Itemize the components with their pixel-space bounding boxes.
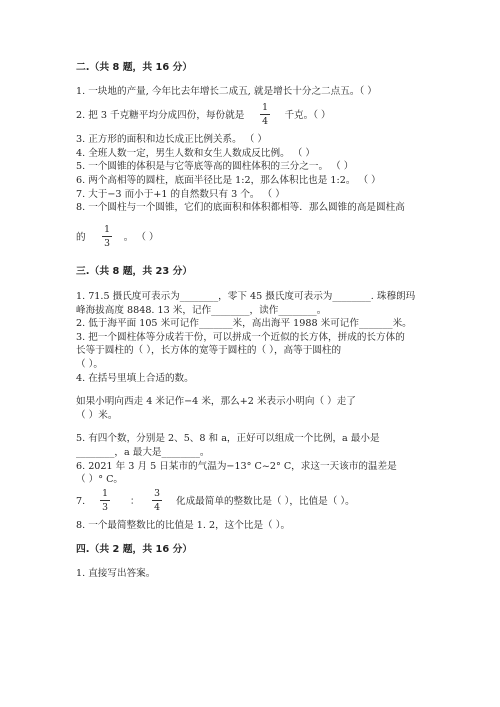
fraction-one-third-q7 xyxy=(98,488,112,513)
fraction-numerator: 1 xyxy=(262,102,268,113)
fill-line-9: （ ）米。 xyxy=(76,410,118,421)
fill-q7-prefix: 7. xyxy=(76,496,86,507)
fill-line-4: 3. 把一个圆柱体等分成若干份，可以拼成一个近似的长方体，拼成的长方体的 xyxy=(76,332,405,343)
judge-q2-text-end: 千克。（ ） xyxy=(284,110,331,121)
fill-line-12: 6. 2021 年 3 月 5 日某市的气温为−13° C~2° C，求这一天该市的温差是 xyxy=(76,461,397,472)
fill-q7-text: 化成最简单的整数比是（ ），比值是（ ）。 xyxy=(176,496,355,507)
judge-q8: 8. 一个圆柱与一个圆锥，它们的底面积和体积都相等．那么圆锥的高是圆柱高 xyxy=(76,202,405,213)
fill-line-10: 5. 有四个数，分别是 2、5、8 和 a，正好可以组成一个比例，a 最小是 xyxy=(76,433,380,444)
fill-line-7: 4. 在括号里填上合适的数。 xyxy=(76,373,194,384)
section-2-title: 二.（共 8 题，共 16 分） xyxy=(76,62,193,73)
fill-line-2: 峰海拔高度 8848. 13 米，记作________，读作________。 xyxy=(76,305,327,316)
fraction-numerator: 1 xyxy=(102,488,108,499)
fraction-denominator: 4 xyxy=(262,116,268,127)
fill-line-6: （ ）。 xyxy=(76,359,104,370)
fill-line-13: （ ）° C。 xyxy=(76,474,124,485)
fill-line-15: 8. 一个最简整数比的比值是 1. 2，这个比是（ ）。 xyxy=(76,520,291,531)
fill-line-1: 1. 71.5 摄氏度可表示为________，零下 45 摄氏度可表示为________. 珠穆朗玛 xyxy=(76,291,416,302)
judge-q8-text: 的 xyxy=(76,232,86,243)
fraction-denominator: 4 xyxy=(154,502,160,513)
judge-q6: 6. 两个高相等的圆柱，底面半径比是 1:2，那么体积比也是 1:2。 （ ） xyxy=(76,175,381,186)
judge-q3: 3. 正方形的面积和边长成正比例关系。 （ ） xyxy=(76,134,267,145)
fraction-numerator: 3 xyxy=(154,488,160,499)
fill-line-5: 长等于圆柱的（ ），长方体的宽等于圆柱的（ ），高等于圆柱的 xyxy=(76,345,342,356)
section-3-title: 三.（共 8 题，共 23 分） xyxy=(76,266,193,277)
judge-q7: 7. 大于−3 而小于+1 的自然数只有 3 个。 （ ） xyxy=(76,189,285,200)
fill-line-11: ________，a 最大是________。 xyxy=(76,447,210,458)
judge-q5: 5. 一个圆锥的体积是与它等底等高的圆柱体积的三分之一。 （ ） xyxy=(76,161,354,172)
fraction-numerator: 1 xyxy=(104,224,110,235)
judge-q4: 4. 全班人数一定，男生人数和女生人数成反比例。 （ ） xyxy=(76,148,315,159)
judge-q1: 1. 一块地的产量, 今年比去年增长二成五, 就是增长十分之二点五。（ ） xyxy=(76,86,377,97)
judge-q8-text-end: 。 （ ） xyxy=(123,232,159,243)
fill-line-8: 如果小明向西走 4 米记作−4 米，那么+2 米表示小明向（ ）走了 xyxy=(76,396,356,407)
judge-q2 xyxy=(76,110,331,122)
section-4-title: 四.（共 2 题，共 16 分） xyxy=(76,544,193,555)
fraction-one-quarter xyxy=(258,102,272,127)
fraction-denominator: 3 xyxy=(102,502,108,513)
judge-q2-text: 2. 把 3 千克糖平均分成四份，每份就是 xyxy=(76,110,245,121)
fill-line-3: 2. 低于海平面 105 米可记作_______米，高出海平 1988 米可记作_______米。 xyxy=(76,318,412,329)
judge-q8-cont xyxy=(76,232,159,244)
fraction-denominator: 3 xyxy=(104,238,110,249)
calc-line-1: 1. 直接写出答案。 xyxy=(76,568,156,579)
fraction-three-quarters xyxy=(150,488,164,513)
fill-q7-colon: ： xyxy=(130,496,140,507)
fraction-one-third xyxy=(100,224,114,249)
